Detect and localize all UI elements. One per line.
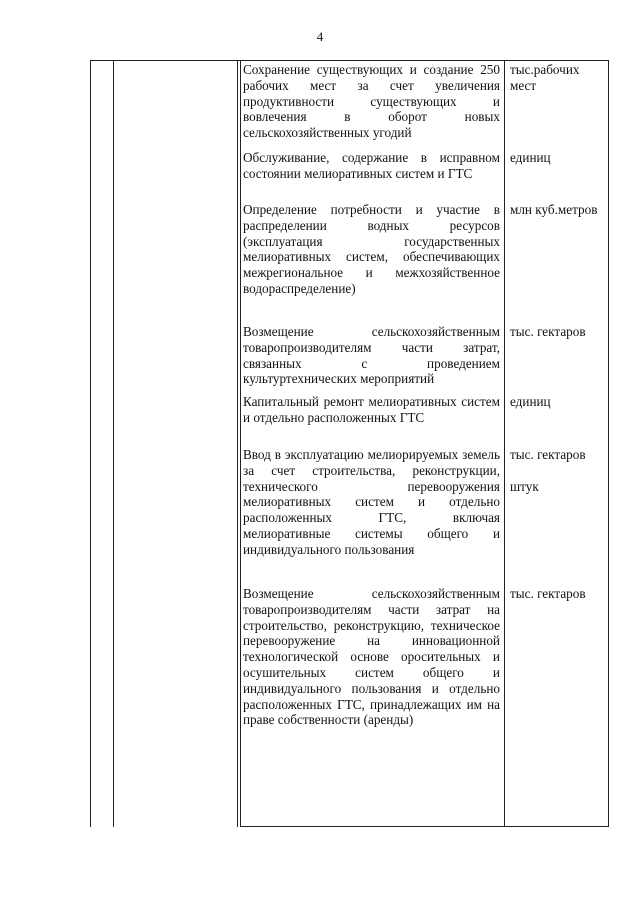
table-border-bottom	[240, 826, 609, 827]
row-description: Возмещение сельскохозяйственным товаропроизводителям части затрат на строительство, реконструкцию, техническое перевооружение на инновационной технологической основе оросительных и осушительных систем общего и индивидуального пользования и отдельно расположенных ГТС, принадлежащих им на праве собственности (аренды)	[243, 586, 500, 728]
table-border-left	[90, 60, 91, 827]
unit-value: млн куб.метров	[510, 202, 598, 217]
unit-value: единиц	[510, 150, 551, 165]
row-unit	[510, 324, 604, 340]
table-divider-col1	[113, 60, 114, 827]
unit-value: тыс.рабочих мест	[510, 62, 580, 93]
row-description: Определение потребности и участие в распределении водных ресурсов (эксплуатация государственных мелиоративных систем, обеспечивающих межрегиональное и межхозяйственное водораспределение)	[243, 202, 500, 296]
row-unit	[510, 202, 604, 218]
row-description: Ввод в эксплуатацию мелиорируемых земель за счет строительства, реконструкции, технического перевооружения мелиоративных систем и отдельно расположенных ГТС, включая мелиоративные системы общего и индивидуального пользования	[243, 447, 500, 557]
table-divider-col2	[237, 60, 238, 827]
row-description: Обслуживание, содержание в исправном состоянии мелиоративных систем и ГТС	[243, 150, 500, 181]
table-divider-col4	[504, 60, 505, 827]
table-border-right	[608, 60, 609, 827]
row-unit	[510, 586, 604, 602]
row-description: Капитальный ремонт мелиоративных систем и отдельно расположенных ГТС	[243, 394, 500, 425]
unit-value: тыс. гектаров	[510, 586, 586, 601]
unit-value: штук	[510, 478, 539, 494]
row-unit	[510, 62, 604, 94]
row-unit	[510, 150, 604, 166]
table-border-top	[90, 60, 609, 61]
unit-value: тыс. гектаров	[510, 447, 586, 462]
unit-value: единиц	[510, 394, 551, 409]
unit-value: тыс. гектаров	[510, 324, 586, 339]
page-number: 4	[316, 29, 324, 44]
row-description: Сохранение существующих и создание 250 рабочих мест за счет увеличения продуктивности существующих и вовлечения в оборот новых сельскохозяйственных угодий	[243, 62, 500, 141]
row-unit	[510, 447, 604, 494]
row-unit	[510, 394, 604, 410]
row-description: Возмещение сельскохозяйственным товаропроизводителям части затрат, связанных с проведением культуртехнических мероприятий	[243, 324, 500, 387]
table-divider-col3	[240, 60, 241, 827]
